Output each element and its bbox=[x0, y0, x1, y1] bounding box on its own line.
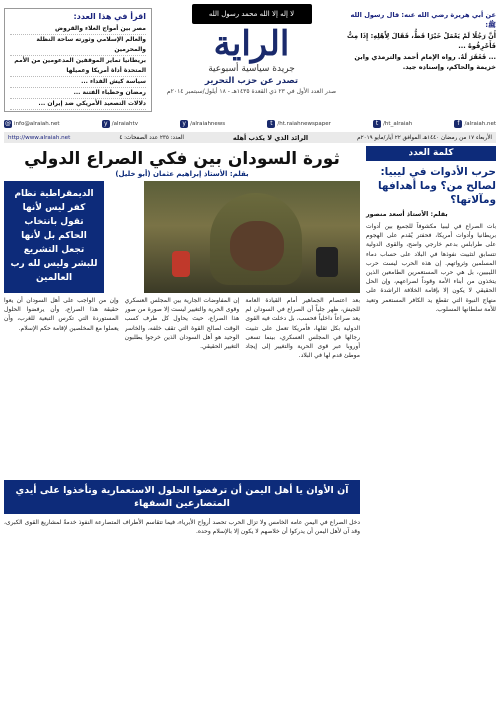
social-link[interactable]: y /alraiahnews bbox=[180, 120, 225, 128]
toc-item[interactable]: رمضان وخطباء الفتنة ... bbox=[10, 88, 146, 99]
social-link[interactable]: t /ht_alraiah bbox=[373, 120, 412, 128]
hadith-line-1: عن أبي هريرة رضي الله عنه: قال رسول الله ﷺ: bbox=[350, 11, 496, 30]
lead-columns bbox=[4, 296, 360, 476]
lead-body-col-1: بعد اعتصام الجماهير أمام القيادة العامة للجيش، ظهر جلياً أن الصراع في السودان لم يعد صراعاً داخلياً فحسب، بل دخلت فيه القوى الدولية بكل ثقلها، فأمريكا تعمل على تثبيت رجالها في المجلس العسكري، بينما تسعى أوروبا عبر قوى الحرية والتغيير إلى إيجاد موطئ قدم لها في البلاد. bbox=[245, 297, 360, 360]
lead-body-col-3: وإن من الواجب على أهل السودان أن يعوا حقيقة هذا الصراع، وأن يرفضوا الحلول المستوردة التي تكرس التبعية للغرب، وأن يعملوا مع المخلصين لإقامة حكم الإسلام. bbox=[3, 297, 119, 332]
facebook-icon: f bbox=[454, 120, 462, 128]
issue-number: العدد: ٢٣٥ عدد الصفحات: ٤ bbox=[119, 134, 184, 141]
microphone-shape bbox=[316, 247, 338, 277]
youtube-icon: y bbox=[180, 120, 188, 128]
lead-byline: بقلم: الأستاذ إبراهيم عثمان (أبو خليل) bbox=[115, 170, 249, 178]
social-link[interactable]: t /ht.raiahnewspaper bbox=[267, 120, 331, 128]
lead-photo bbox=[144, 181, 360, 293]
toc-title: اقرأ في هذا العدد: bbox=[73, 12, 146, 21]
website-link[interactable]: http://www.alraiah.net bbox=[8, 134, 71, 141]
newspaper-logo[interactable] bbox=[159, 4, 344, 112]
newspaper-issuer: تصدر عن حزب التحرير bbox=[204, 76, 299, 86]
democracy-quote-box: الديمقراطية نظام كفر ليس لأنها تقول بانتخاب الحاكم بل لأنها تجعل التشريع للبشر وليس لله رب العالمين bbox=[4, 181, 104, 293]
hadith-block bbox=[346, 10, 496, 72]
toc-item[interactable]: دلالات التصعيد الأمريكي ضد إيران ... bbox=[10, 99, 146, 110]
yemen-article-body: دخل الصراع في اليمن عامه الخامس ولا تزال الحرب تحصد أرواح الأبرياء، فيما تتقاسم الأطراف المتصارعة النفوذ خدمةً لمشاريع القوى الكبرى، وقد آن لأهل اليمن أن يدركوا أن خلاصهم لا يكون إلا بالإسلام وحده. bbox=[4, 519, 360, 536]
newspaper-meta: صدر العدد الأول في ٢٣ ذي القعدة ١٤٣٥هـ - ١٨ أيلول/سبتمبر ٢٠١٤م bbox=[166, 88, 337, 95]
toc-item[interactable]: والعالم الإسلامي وثورته ساحة النظلة والمحرمين bbox=[10, 35, 146, 56]
twitter-icon: t bbox=[373, 120, 381, 128]
lead-article bbox=[4, 146, 360, 715]
toc-item[interactable]: سياسة كيش الفداء ... bbox=[10, 77, 146, 88]
social-link[interactable]: y /alraiahtv bbox=[102, 120, 138, 128]
microphone-shape bbox=[172, 251, 190, 277]
editorial-byline: بقلم: الأستاذ أسعد منصور bbox=[366, 210, 448, 218]
newspaper-title: الراية bbox=[213, 24, 290, 64]
email-icon: @ bbox=[5, 120, 12, 127]
yemen-article-banner[interactable]: آن الأوان يا أهل اليمن أن ترفضوا الحلول الاستعمارية وتأخذوا على أيدي المتصارعين السفهاء bbox=[4, 480, 360, 514]
flag-banner: لا إله إلا الله محمد رسول الله bbox=[192, 4, 312, 24]
officer-face-shape bbox=[230, 221, 284, 271]
email-link[interactable]: @ info@alraiah.net bbox=[5, 120, 60, 127]
issue-date: الأربعاء ١٧ من رمضان ١٤٤٠هـ الموافق ٢٢ أيار/مايو ٢٠١٩م bbox=[357, 134, 492, 141]
editorial-body: بات الصراع في ليبيا مكشوفاً للجميع بين أدوات بريطانيا وأدوات أمريكا، فحفتر يُقدم على الهجوم على طرابلس بدعم خارجي واضح، والقوى الدولية تتسابق لتثبيت نفوذها في البلاد على حساب دماء المسلمين وثرواتهم. إن هذه الحرب ليست حرب الليبيين، بل هي حرب المستعمرين الطامعين الذين يتخذون من أبناء الأمة وقوداً لصراعهم، وإن الحل الحقيقي لا يكون إلا بإقامة الخلافة الراشدة على منهاج النبوة التي تقطع يد الكافر المستعمر وتعيد للأمة سلطانها المسلوب. bbox=[366, 223, 496, 313]
dateline-bar bbox=[4, 132, 496, 143]
youtube-icon: y bbox=[102, 120, 110, 128]
hadith-line-3: ... فَغَفَرَ لَهُ. رواه الإمام أحمد والترمذي وابن خزيمة والحاكم، وإسناده جيد. bbox=[354, 52, 496, 72]
slogan: الرائد الذي لا يكذب أهله bbox=[232, 133, 309, 142]
newspaper-subtitle: جريدة سياسية أسبوعية bbox=[208, 64, 295, 74]
toc-item[interactable]: مصر بين أمواج الغلاء والقروض bbox=[10, 24, 146, 35]
lead-media-row bbox=[4, 181, 360, 293]
social-link[interactable]: f /alraiah.net bbox=[454, 120, 496, 128]
editorial-title[interactable]: حرب الأدوات في ليبيا: لصالح من؟ وما أهدافها ومآلاتها؟ bbox=[377, 166, 496, 206]
toc-item[interactable]: بريطانيا تماير الموقفين المدعومين من الأمم المتحدة أداة أمريكا وعميلها bbox=[10, 56, 146, 77]
table-of-contents bbox=[4, 8, 152, 112]
lead-headline[interactable]: ثورة السودان بين فكي الصراع الدولي bbox=[24, 149, 340, 169]
editorial-section-header: كلمة العدد bbox=[366, 146, 496, 161]
lead-body-col-2: إن المفاوضات الجارية بين المجلس العسكري وقوى الحرية والتغيير ليست إلا صورة من صور هذا الصراع، حيث يحاول كل طرف كسب الوقت لصالح القوة التي تقف خلفه، والخاسر الوحيد هو أهل السودان الذين خرجوا يطلبون التغيير الحقيقي. bbox=[124, 297, 240, 351]
social-links-bar bbox=[4, 118, 496, 130]
telegram-icon: t bbox=[267, 120, 275, 128]
masthead bbox=[4, 4, 496, 116]
hadith-line-2: أَنَّ رَجُلًا لَمْ يَعْمَلْ خَيْرًا قَطُّ، فَقَالَ لِأَهْلِهِ: إِذَا مِتُّ فَأَحْرِقُوهُ ... bbox=[347, 31, 496, 51]
editorial-column bbox=[366, 146, 496, 715]
